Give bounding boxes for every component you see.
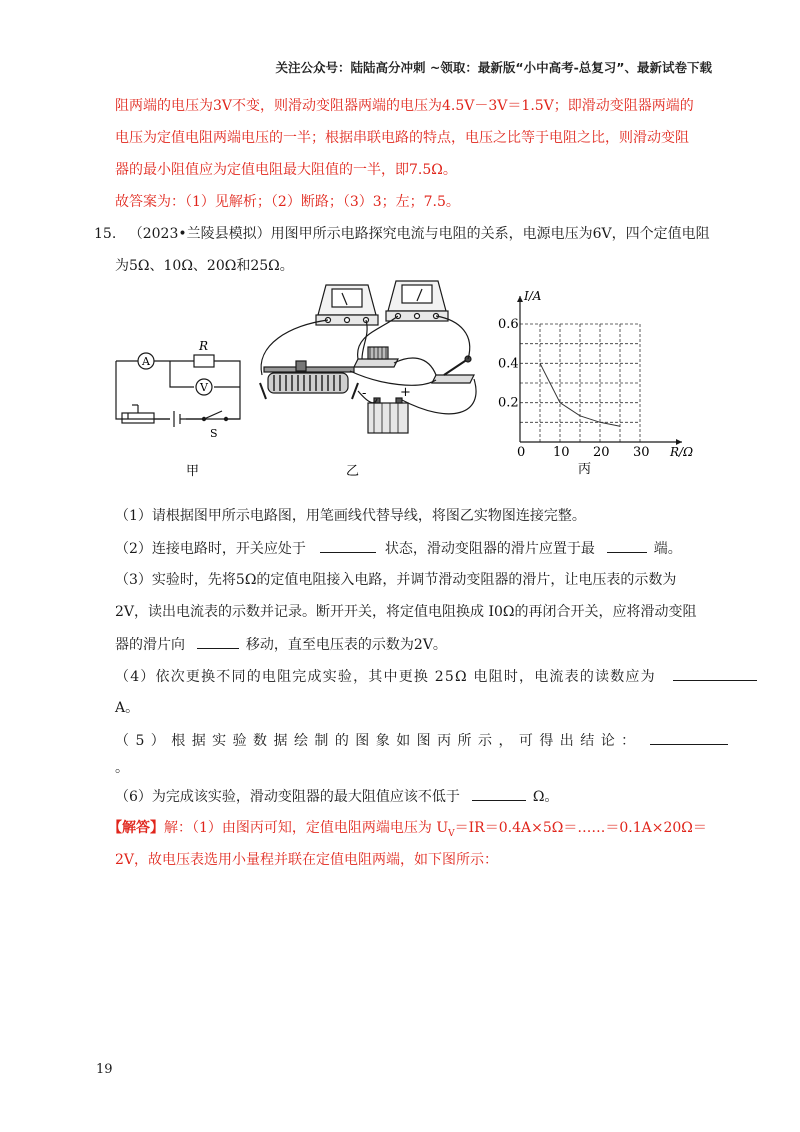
q4-text: （4）依次更换不同的电阻完成实验，其中更换 25Ω 电阻时，电流表的读数应为 <box>115 669 656 685</box>
chart-x-tick-label: 0 <box>517 445 526 460</box>
chart-x-tick-label: 30 <box>633 445 650 460</box>
prev-answer-line-2: 电压为定值电阻两端电压的一半；根据串联电路的特点，电压之比等于电阻之比，则滑动变阻 <box>115 130 689 146</box>
resistor-label: R <box>199 339 209 353</box>
answer-text-b: ＝IR＝0.4A×5Ω＝……＝0.1A×20Ω＝ <box>454 820 707 836</box>
q2-blank-2[interactable] <box>607 538 647 553</box>
question-stem-text: （2023•兰陵县模拟）用图甲所示电路探究电流与电阻的关系，电源电压为6V，四个定值电阻 <box>128 226 710 242</box>
sub-question-4 <box>115 666 757 687</box>
answer-subscript: V <box>448 828 455 839</box>
q2-blank-1[interactable] <box>320 538 376 553</box>
voltmeter-label: V <box>200 381 208 394</box>
figure-jia <box>108 335 248 485</box>
question-stem-1 <box>94 224 710 244</box>
answer-line-2: 2V，故电压表选用小量程并联在定值电阻两端，如下图所示： <box>115 852 499 868</box>
sub-question-2 <box>115 538 682 559</box>
resistor-r <box>194 355 214 367</box>
question-stem-2: 为5Ω、10Ω、20Ω和25Ω。 <box>115 258 294 274</box>
chart-x-tick-label: 10 <box>553 445 570 460</box>
chart-y-arrow <box>517 296 523 302</box>
q3-blank[interactable] <box>197 634 239 649</box>
switch-device <box>432 375 474 383</box>
chart-grid <box>520 324 640 442</box>
battery-symbol <box>174 411 180 427</box>
answer-text-a: 解：（1）由图丙可知，定值电阻两端电压为 U <box>164 820 449 836</box>
chart-y-tick-label: 0.2 <box>498 395 519 411</box>
chart-ylabel: I/A <box>524 289 542 303</box>
q3-text-a: 器的滑片向 <box>115 637 185 653</box>
caption-jia: 甲 <box>186 464 200 479</box>
q6-blank[interactable] <box>472 786 526 801</box>
caption-yi: 乙 <box>346 464 360 479</box>
q6-unit: Ω。 <box>532 789 559 805</box>
sub-question-6 <box>115 786 558 807</box>
q4-blank[interactable] <box>673 666 757 681</box>
page-header: 关注公众号：陆陆高分冲刺 ~领取：最新版“小中高考-总复习”、最新试卷下载 <box>275 60 712 75</box>
chart-xlabel: R/Ω <box>670 445 694 459</box>
rheostat <box>122 413 154 423</box>
answer-line-1 <box>108 818 707 844</box>
sub-question-5-end: 。 <box>115 760 129 776</box>
chart-x-tick-label: 20 <box>593 445 610 460</box>
prev-answer-line-3: 器的最小阻值应为定值电阻最大阻值的一半，即7.5Ω。 <box>115 162 457 178</box>
sub-question-3b: 2V，读出电流表的示数并记录。断开开关，将定值电阻换成 I0Ω的再闭合开关，应将滑动变阻 <box>115 604 697 620</box>
battery-plus: + <box>400 385 411 400</box>
sub-question-4-unit: A。 <box>115 700 140 716</box>
page-number: 19 <box>96 1062 113 1077</box>
battery-minus: - <box>362 386 367 401</box>
sub-question-3c <box>115 634 447 655</box>
answer-tag: 【解答】 <box>108 820 164 836</box>
question-number: 15. <box>94 226 117 242</box>
prev-answer-line-1: 阻两端的电压为3V不变，则滑动变阻器两端的电压为4.5V－3V＝1.5V；即滑动变阻器两端的 <box>115 98 694 114</box>
chart-ticks <box>498 317 650 460</box>
ammeter-label: A <box>142 355 150 368</box>
resistor-device <box>354 359 398 367</box>
q3-text-b: 移动，直至电压表的示数为2V。 <box>245 637 447 653</box>
switch-symbol <box>180 411 222 419</box>
q5-blank[interactable] <box>650 730 728 745</box>
q2-text-c: 端。 <box>653 541 682 557</box>
chart-y-tick-label: 0.6 <box>498 317 519 332</box>
q2-text-b: 状态，滑动变阻器的滑片应置于最 <box>384 541 595 557</box>
caption-bing: 丙 <box>578 462 592 477</box>
chart-y-tick-label: 0.4 <box>498 356 519 372</box>
q6-text: （6）为完成该实验，滑动变阻器的最大阻值应该不低于 <box>115 789 460 805</box>
prev-answer-line-4: 故答案为：（1）见解析；（2）断路；（3）3；左；7.5。 <box>115 194 460 210</box>
sub-question-5 <box>115 730 728 751</box>
figure-yi <box>250 275 490 487</box>
q5-text: （ 5 ） 根 据 实 验 数 据 绘 制 的 图 象 如 图 丙 所 示 ， 可 得 出 结 论 ： <box>115 733 637 749</box>
sub-question-1: （1）请根据图甲所示电路图，用笔画线代替导线，将图乙实物图连接完整。 <box>115 508 586 524</box>
q2-text-a: （2）连接电路时，开关应处于 <box>115 541 306 557</box>
figure-bing <box>490 280 710 490</box>
switch-label: S <box>210 427 218 440</box>
sub-question-3a: （3）实验时，先将5Ω的定值电阻接入电路，并调节滑动变阻器的滑片，让电压表的示数为 <box>115 572 677 588</box>
